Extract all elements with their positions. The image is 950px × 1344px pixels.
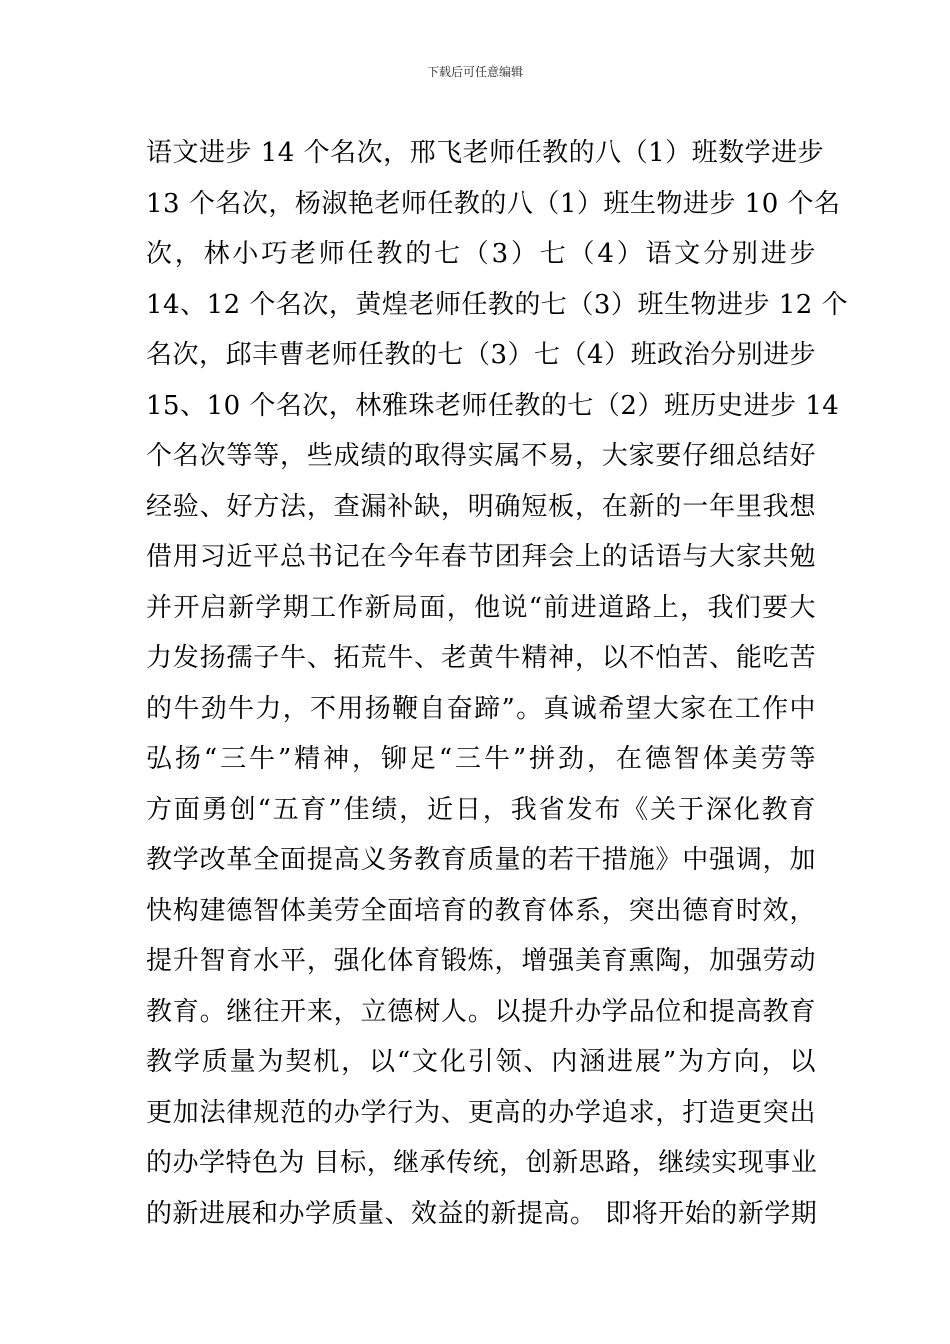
text-line: 力发扬孺子牛、拓荒牛、老黄牛精神，以不怕苦、能吃苦 xyxy=(146,643,816,673)
text-line: 借用习近平总书记在今年春节团拜会上的话语与大家共勉 xyxy=(146,542,816,572)
text-line: 并开启新学期工作新局面，他说“前进道路上，我们要大 xyxy=(146,592,816,623)
text-line: 更加法律规范的办学行为、更高的办学追求，打造更突出 xyxy=(146,1097,816,1128)
text-line: 的新进展和办学质量、效益的新提高。 即将开始的新学期 xyxy=(146,1198,818,1229)
text-line: 语文进步 14 个名次，邢飞老师任教的八（1）班数学进步 xyxy=(146,138,825,168)
text-line: 经验、好方法，查漏补缺，明确短板，在新的一年里我想 xyxy=(146,491,816,522)
text-line: 个名次等等，些成绩的取得实属不易，大家要仔细总结好 xyxy=(146,441,816,471)
text-line: 快构建德智体美劳全面培育的教育体系，突出德育时效， xyxy=(146,895,816,926)
body-paragraph xyxy=(146,128,849,1239)
text-line: 弘扬“三牛”精神，铆足“三牛”拼劲，在德智体美劳等 xyxy=(146,744,816,774)
text-line: 教学改革全面提高义务教育质量的若干措施》中强调，加 xyxy=(146,845,816,875)
page-header-note: 下载后可任意编辑 xyxy=(426,65,523,79)
text-line: 名次，邱丰曹老师任教的七（3）七（4）班政治分别进步 xyxy=(146,340,817,370)
text-line: 教育。继往开来，立德树人。以提升办学品位和提高教育 xyxy=(146,996,816,1027)
text-line: 15、10 个名次，林雅珠老师任教的七（2）班历史进步 14 xyxy=(146,390,840,421)
text-line: 方面勇创“五育”佳绩，近日，我省发布《关于深化教育 xyxy=(146,794,816,825)
text-line: 提升智育水平，强化体育锻炼，增强美育熏陶，加强劳动 xyxy=(146,946,816,976)
text-line: 的办学特色为 目标，继承传统，创新思路，继续实现事业 xyxy=(146,1148,818,1178)
text-line: 14、12 个名次，黄煌老师任教的七（3）班生物进步 12 个 xyxy=(146,289,849,320)
text-line: 13 个名次，杨淑艳老师任教的八（1）班生物进步 10 个名 xyxy=(146,188,841,219)
text-line: 次，林小巧老师任教的七（3）七（4）语文分别进步 xyxy=(146,239,816,269)
text-line: 教学质量为契机，以“文化引领、内涵进展”为方向，以 xyxy=(146,1047,816,1077)
text-line: 的牛劲牛力，不用扬鞭自奋蹄”。真诚希望大家在工作中 xyxy=(146,693,816,724)
